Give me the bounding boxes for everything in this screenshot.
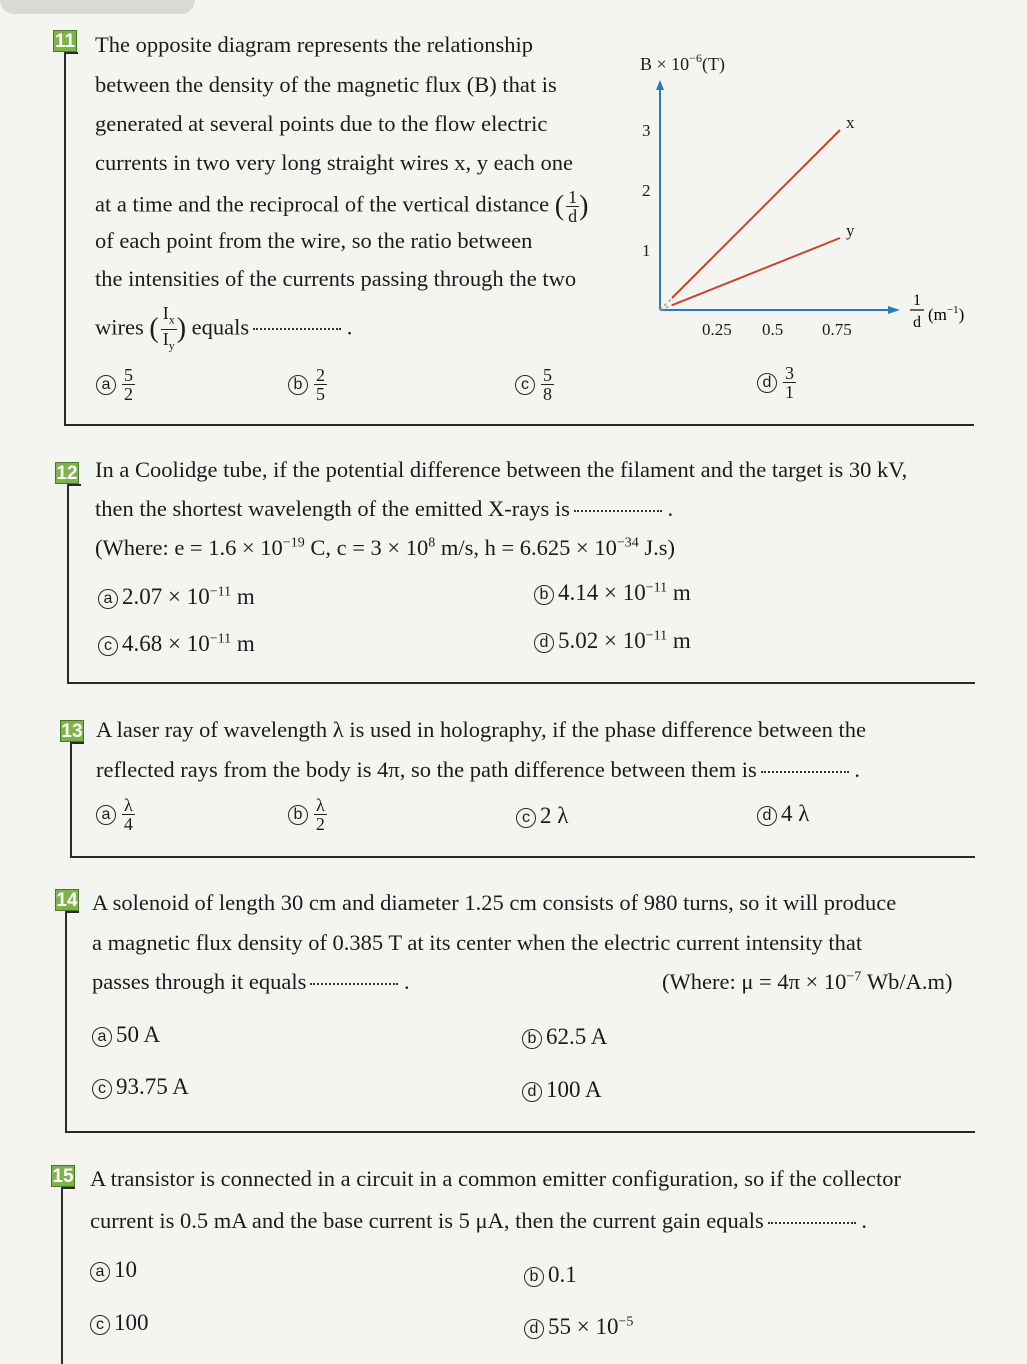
option-b[interactable]: b 0.1 — [524, 1262, 577, 1288]
question-number-14: 14 — [56, 890, 78, 911]
option-a[interactable]: a $2.07 \times 10^{-11}$ m — [98, 584, 255, 610]
question-number-15: 15 — [52, 1166, 74, 1187]
constants-line: (Where: $\mu = 4\pi \times 10^{-7}$ Wb/A.m) — [662, 969, 953, 994]
option-letter: c — [515, 375, 535, 395]
question-text-line: at a time and the reciprocal of the vertical distance ( $\frac{1}{d}$ ) — [95, 187, 589, 226]
section-divider — [70, 856, 975, 858]
question-number-12: 12 — [56, 463, 78, 484]
option-b[interactable]: b $\frac{2}{5}$ — [288, 366, 327, 403]
section-divider — [65, 1131, 975, 1133]
answer-blank — [768, 1222, 856, 1224]
svg-text:(m−1): $(m^{-1})$ — [928, 304, 965, 324]
constants-line: (Where: $e = 1.6 \times 10^{-19}$ C, $c = 3 \times 10^8$ m/s, $h = 6.625 \times 10^{-34}$ J.s) — [95, 535, 676, 560]
option-b[interactable]: b $4.14 \times 10^{-11}$ m — [534, 580, 691, 606]
question-text-segment: at a time and the reciprocal of the vertical distance — [95, 191, 550, 217]
question-text-segment: wires — [95, 314, 144, 340]
series-x-line — [672, 130, 840, 298]
option-a[interactable]: a $\frac{5}{2}$ — [96, 366, 135, 403]
x-axis-label — [910, 292, 964, 331]
question-bracket — [64, 52, 66, 424]
option-letter: d — [757, 373, 777, 393]
question-bracket-tail — [64, 52, 78, 54]
option-letter: a — [98, 589, 118, 609]
option-b[interactable]: b $\frac{\lambda}{2}$ — [288, 796, 327, 833]
option-letter: b — [522, 1029, 542, 1049]
x-tick-label: 0.25 — [702, 320, 732, 339]
series-x-label: x — [846, 113, 855, 132]
question-bracket — [67, 484, 69, 682]
question-text-line: reflected rays from the body is 4π, so the path difference between them is . — [96, 757, 860, 782]
question-text-line: currents in two very long straight wires x, y each one — [95, 150, 573, 175]
question-number-13: 13 — [61, 721, 83, 742]
option-c[interactable]: c 2 λ — [516, 803, 568, 829]
current-ratio: $\frac{I_x}{I_y}$ — [162, 303, 175, 353]
option-letter: c — [90, 1315, 110, 1335]
answer-blank — [253, 328, 341, 330]
option-letter: d — [757, 806, 777, 826]
question-text-line: the intensities of the currents passing through the two — [95, 266, 577, 291]
answer-blank — [310, 983, 398, 985]
option-d[interactable]: d $5.02 \times 10^{-11}$ m — [534, 628, 691, 654]
option-letter: a — [90, 1262, 110, 1282]
option-c[interactable]: c 93.75 A — [92, 1074, 189, 1100]
option-letter: d — [534, 633, 554, 653]
question-text-line: of each point from the wire, so the ratio between — [95, 228, 533, 253]
question-number-11: 11 — [54, 31, 76, 52]
section-divider — [64, 424, 974, 426]
y-axis-arrow — [656, 80, 664, 90]
question-text-line: The opposite diagram represents the relationship — [95, 32, 533, 57]
question-bracket — [70, 742, 72, 856]
option-letter: c — [516, 808, 536, 828]
y-axis-label: $B \times 10^{-6}(T)$ — [640, 51, 725, 74]
question-text-line: In a Coolidge tube, if the potential difference between the filament and the target is 30 kV, — [95, 457, 908, 482]
y-tick-label: 2 — [642, 181, 651, 200]
question-text-line: current is 0.5 mA and the base current is 5 μA, then the current gain equals . — [90, 1208, 867, 1233]
question-text-line: wires ( $\frac{I_x}{I_y}$ ) equals . — [95, 303, 353, 353]
question-bracket-tail — [67, 484, 81, 486]
option-a[interactable]: a 50 A — [92, 1022, 160, 1048]
option-d[interactable]: d 100 A — [522, 1077, 602, 1103]
x-tick-label: 0.75 — [822, 320, 852, 339]
x-tick-label: 0.5 — [762, 320, 784, 339]
option-letter: c — [92, 1079, 112, 1099]
option-letter: a — [96, 805, 116, 825]
option-b[interactable]: b 62.5 A — [522, 1024, 607, 1050]
x-axis-arrow — [888, 306, 900, 314]
option-c[interactable]: c $\frac{5}{8}$ — [515, 366, 554, 403]
chart-svg — [620, 40, 990, 350]
option-letter: d — [524, 1319, 544, 1339]
question-text-line: between the density of the magnetic flux (B) that is — [95, 72, 557, 97]
option-a[interactable]: a $\frac{\lambda}{4}$ — [96, 796, 135, 833]
question-bracket-tail — [65, 911, 79, 913]
answer-blank — [761, 771, 849, 773]
page-tab-decoration — [0, 0, 195, 14]
fraction: $\frac{1}{d}$ — [568, 187, 578, 226]
section-divider — [67, 682, 975, 684]
b-vs-reciprocal-distance-chart — [620, 40, 990, 350]
option-letter: b — [534, 585, 554, 605]
question-text-line: A transistor is connected in a circuit in a common emitter configuration, so if the collector — [90, 1166, 902, 1191]
option-letter: b — [288, 805, 308, 825]
option-letter: b — [288, 375, 308, 395]
option-c[interactable]: c 100 — [90, 1310, 149, 1336]
question-bracket-tail — [70, 742, 84, 744]
question-text-line: generated at several points due to the flow electric — [95, 111, 548, 136]
option-letter: b — [524, 1267, 544, 1287]
question-text-line: then the shortest wavelength of the emitted X-rays is . — [95, 496, 674, 521]
option-a[interactable]: a 10 — [90, 1257, 137, 1283]
question-bracket — [65, 911, 67, 1131]
svg-text:1: 1 — [913, 292, 921, 309]
option-letter: a — [96, 375, 116, 395]
option-letter: a — [92, 1027, 112, 1047]
option-letter: c — [98, 636, 118, 656]
question-bracket — [61, 1187, 63, 1364]
option-d[interactable]: d $55 \times 10^{-5}$ — [524, 1314, 633, 1340]
option-c[interactable]: c $4.68 \times 10^{-11}$ m — [98, 631, 255, 657]
question-bracket-tail — [61, 1187, 75, 1189]
answer-blank — [574, 510, 662, 512]
option-d[interactable]: d $\frac{3}{1}$ — [757, 364, 796, 401]
question-text-line: A solenoid of length 30 cm and diameter 1.25 cm consists of 980 turns, so it will produce — [92, 890, 897, 915]
question-text-segment: equals — [191, 314, 250, 340]
svg-text:d: d — [913, 314, 921, 331]
y-tick-label: 3 — [642, 121, 651, 140]
option-letter: d — [522, 1082, 542, 1102]
question-text-line: passes through it equals . — [92, 969, 410, 994]
option-d[interactable]: d 4 λ — [757, 801, 809, 827]
question-text-line: A laser ray of wavelength λ is used in holography, if the phase difference between the — [96, 717, 867, 742]
series-y-label: y — [846, 221, 855, 240]
question-text-line: a magnetic flux density of 0.385 T at its center when the electric current intensity that — [92, 930, 863, 955]
y-tick-label: 1 — [642, 241, 651, 260]
